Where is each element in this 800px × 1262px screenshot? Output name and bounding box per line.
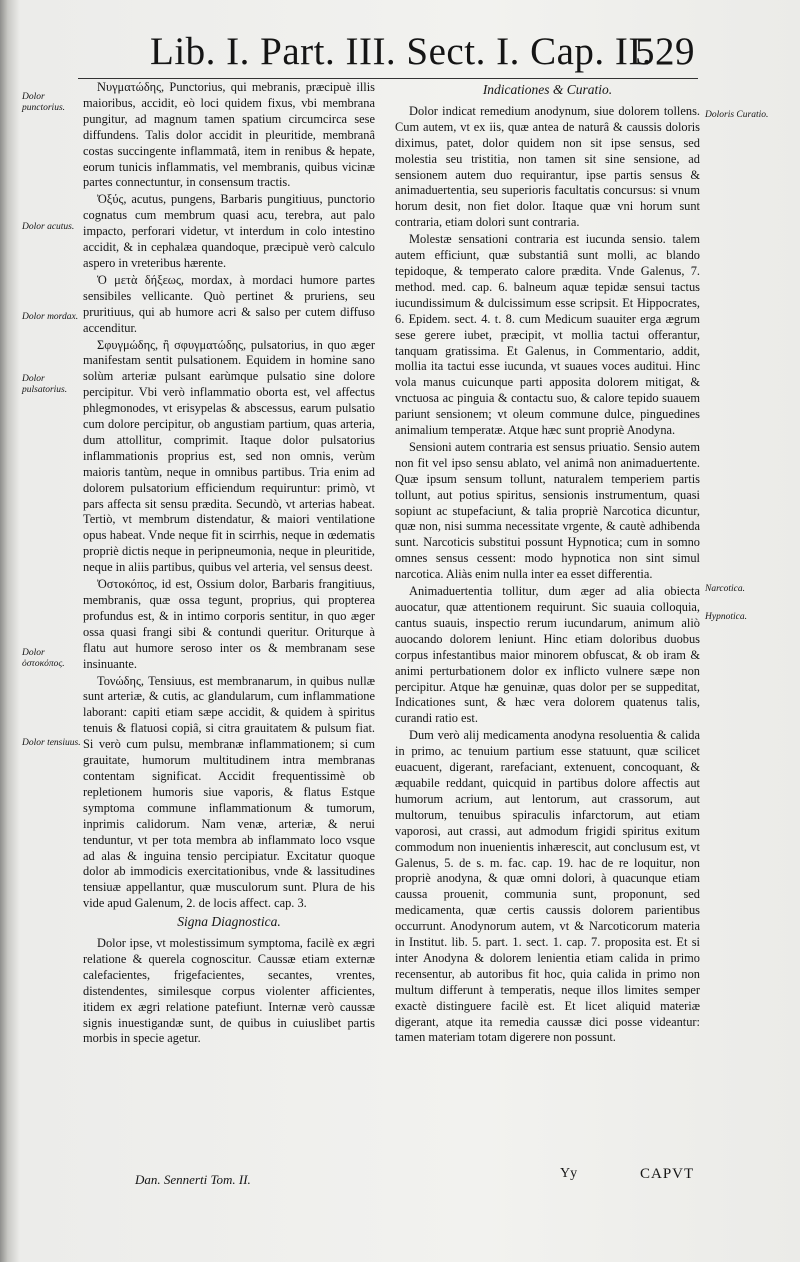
paragraph: Ὀστοκόπος, id est, Ossium dolor, Barbaris frangitiuus, membranis, quæ ossa tegunt, proprius, qui propterea profundus est, & in intimo corporis sentitur, in quo æger ossa quasi frangi sibi & contundi queritur. Oriturque à flatu aut humore seroso inter os & membranam sese insinuante. (83, 577, 375, 671)
signature-mark: Yy (560, 1166, 578, 1181)
paragraph: Σφυγμώδης, ἢ σφυγματώδης, pulsatorius, in quo æger manifestam sentit pulsationem. Equidem in homine sano solùm arteriæ pulsant earùmque pulsatio sine dolore percipitur. Vbi verò inflammatio oborta est, vel affectus phlegmonodes, vt erisypelas & abscessus, earum pulsatio cum dolore percipitur, ob angustiam partium, quas arteria, dum attollitur, comprimit. Itaque dolor pulsatorius inflammationis proprius est, sed non omnis, verùm maioris tantùm, neque in omnibus partibus. Tria enim ad dolorem pulsatorium efficiendum requiruntur: primò, vt pars affecta sit sensu prædita. Secundò, vt arterias habeat. Tertiò, vt membrum distendatur, & maiori ventilatione opus habeat. Vnde neque fit in scirrhis, neque in œdematis propriè dictis neque in peripneumonia, neque in pleuritide, neque in aliis partibus, quibus vel arteria, vel sensus deest. (83, 337, 375, 575)
header-rule (78, 78, 698, 79)
paragraph: Νυγματώδης, Punctorius, qui mebranis, præcipuè illis maioribus, accidit, eò loci quidem fixus, vbi membrana pungitur, ad magnum tamen spatium circumcirca sese diffundens. Talis dolor accidit in pleuritide, membranâ costas succingente inflammatâ, item in renibus & hepate, eorum tunicis inflammatis, vel membranis, quibus vicinæ partes connectuntur, in consensum tractis. (83, 80, 375, 190)
paragraph: Ὁ μετὰ δήξεως, mordax, à mordaci humore partes sensibiles vellicante. Quò pertinet & pruriens, seu pruritiuus, qui ab humore acri & salso per cutem diffuso accenditur. (83, 272, 375, 335)
paragraph: Dolor ipse, vt molestissimum symptoma, facilè ex ægri relatione & querela cognoscitur. Caussæ etiam externæ calefacientes, frigefacientes, secantes, vrentes, distendentes, similesque corpus violenter afficientes, itidem ex ægri relatione patefiunt. Internæ verò caussæ signis inuestigandæ sunt, de quibus in cuiuslibet partis morbis in specie agetur. (83, 936, 375, 1046)
margin-note-curatio: Doloris Curatio. (705, 110, 769, 120)
section-heading-signa: Signa Diagnostica. (177, 914, 281, 930)
margin-note-ossium: Dolor ὀστοκόπος. (22, 648, 65, 669)
margin-note-narcotica: Narcotica. (705, 584, 746, 594)
paragraph: Dolor indicat remedium anodynum, siue dolorem tollens. Cum autem, vt ex iis, quæ antea de naturâ & caussis doloris diximus, patet, dolor quidem non sit ipse sensus, sed molestia seu tristitia, non tamen sit sine sensione, ad sensionem autem duo requirantur, ipse partis sensus & animaduertentia, seu superioris facultatis concursus: si vnum horum desit, non fiet dolor. Itaque quæ vni horum sunt contraria, etiam dolori sunt contraria. (395, 103, 700, 230)
right-column (395, 80, 700, 1047)
paragraph: Τονώδης, Tensiuus, est membranarum, in quibus nullæ sunt arteriæ, & cutis, ac glandularum, cum inflammatione laborant: capiti etiam sæpe accidit, & quidem à spiritus tenuis & flatuosi copiâ, si citra grauitatem & pulsum fiat. Si verò cum pulsu, membranæ inflammationem; si cum grauitate, humorum multitudinem intra membranas contentam significat. Accidit frequentissimè ob repletionem humoris siue vaporis, & flatus Estque symptoma commune inflammationum & tumorum, inprimis calidorum. Nam venæ, arteriæ, & nerui tenduntur, vt per tota membra ab inflammato loco vsque ad alas & inguina tensio percipiatur. Excitatur quoque dolor ab immodicis exercitationibus, vnde & lassitudines tensiuæ appellantur, quæ musculorum sunt. Plura de his vide apud Galenum, 2. de locis affect. cap. 3. (83, 673, 375, 911)
margin-note-mordax: Dolor mordax. (22, 312, 79, 322)
footer-signature-line: Dan. Sennerti Tom. II. (135, 1172, 251, 1187)
section-heading-indicationes: Indicationes & Curatio. (482, 82, 613, 97)
margin-note-punctorius: Dolor punctorius. (22, 92, 66, 113)
margin-note-acutus: Dolor acutus. (22, 222, 75, 232)
paragraph: Ὀξύς, acutus, pungens, Barbaris pungitiuus, punctorio cognatus cum membrum quasi acu, terebra, aut palo impacto, perforari videtur, vt interdum in colo intestino accidit, & in cephalæa quandoque, præcipuè verò calculo aspero in vreteribus hærente. (83, 192, 375, 270)
paragraph: Molestæ sensationi contraria est iucunda sensio. talem autem efficiunt, quæ substantiâ sunt molli, ac blando tepidoque, & temperato calore prædita. Vnde Galenus, 7. method. med. cap. 6. balneum aquæ tepidæ sensui tactus iucundissimum & dulcissimum esse scripsit. Et Hippocrates, 6. Epidem. sect. 4. t. 8. cum Medicum suauiter erga ægrum sese gerere iubet, præcipit, vt mollia tactui offerantur, tanquam gratissima. Et Galenus, in Commentario, addit, mollia ita tactui esse iucunda, vt suaues voces auditui. Hinc vola manus cuicunque parti apposita dolorem mitigat, & vnctuosa ac pinguia & contactu suo, & calore tepido suauem pariunt sensionem; vt oleum commune dulce, pinguedines animalium temperatæ. Atque hæc sunt propriè Anodyna. (395, 232, 700, 438)
paragraph: Animaduertentia tollitur, dum æger ad alia obiecta auocatur, quæ attentionem requirunt. Sic suauia colloquia, cantus suauis, inspectio rerum iucundarum, animum aliò auocando dolorem leniunt. Hinc etiam doloribus duobus corpus infestantibus maior minorem obfuscat, & ob iram & animi perturbationem dolor ex inflicto vulnere sæpe non percipitur. Atque hæ genuinæ, quas dolor per se suppeditat, Indicationes sunt, & hæc vera dolorem quatenus talis, curandi ratio est. (395, 584, 700, 726)
page-number: 529 (635, 30, 695, 73)
margin-note-pulsatorius: Dolor pulsatorius. (22, 374, 68, 395)
margin-note-hypnotica: Hypnotica. (705, 612, 747, 622)
paragraph: Dum verò alij medicamenta anodyna resoluentia & calida in primo, ac tenuium partium esse statuunt, quæ scilicet euacuent, digerant, rarefaciant, extenuent, concoquant, & æquabile reddant, quicquid in partibus dolore affectis aut humorum acrium, aut lentorum, aut crassorum, aut multorum, tenuibus spiraculis infarctorum, aut etiam vaporosi, aut crassi, aut admodum frigidi spiritus exitum commodum non inuenientis inhærescit, aut conclusum est, vt Galenus, 5. de s. m. fac. cap. 19. hac de re loquitur, non propriè anodyna, & quæ omni dolori, à quacunque etiam caussa prouenit, communia sunt, proponunt, sed medicamenta, quæ certis caussis dolorem parientibus occurrunt. Anodynorum autem, vt & Narcoticorum materia in Institut. lib. 5. part. 1. sect. 1. cap. 7. proposita est. Et si inter Anodyna & dolorem lenientia etiam calida in primo recensentur, ab autoribus fit hoc, quia calida in primo non multum differunt à temperatis, neque illos limites semper exactè distinguere facilè est. Et licet aliquid materiæ digerant, atque ita remedia caussæ dici posse videantur: tamen materiam totam digerere non possunt. (395, 728, 700, 1045)
margin-note-tensiuus: Dolor tensiuus. (22, 738, 81, 748)
running-head (150, 30, 710, 74)
running-head-title: Lib. I. Part. III. Sect. I. Cap. II. (150, 30, 653, 73)
left-column (83, 80, 375, 1048)
catchword: CAPVT (640, 1166, 695, 1182)
paragraph: Sensioni autem contraria est sensus priuatio. Sensio autem non fit vel ipso sensu ablato, vel animâ non animaduertente. Quæ ipsum sensum tollunt, naturalem temperiem partis tollunt, aut potius spiritus, sensionis instrumentum, quasi sopiunt ac stupefaciunt, & talia propriè Narcotica dicuntur, quæ non, nisi summa necessitate vrgente, & cautè adhibenda sunt. Narcoticis substitui possunt Hypnotica; cum in somno omnes sensus cessent: modo hypnotica non sint simul narcotica. Aliàs enim nulla inter ea esset differentia. (395, 439, 700, 582)
